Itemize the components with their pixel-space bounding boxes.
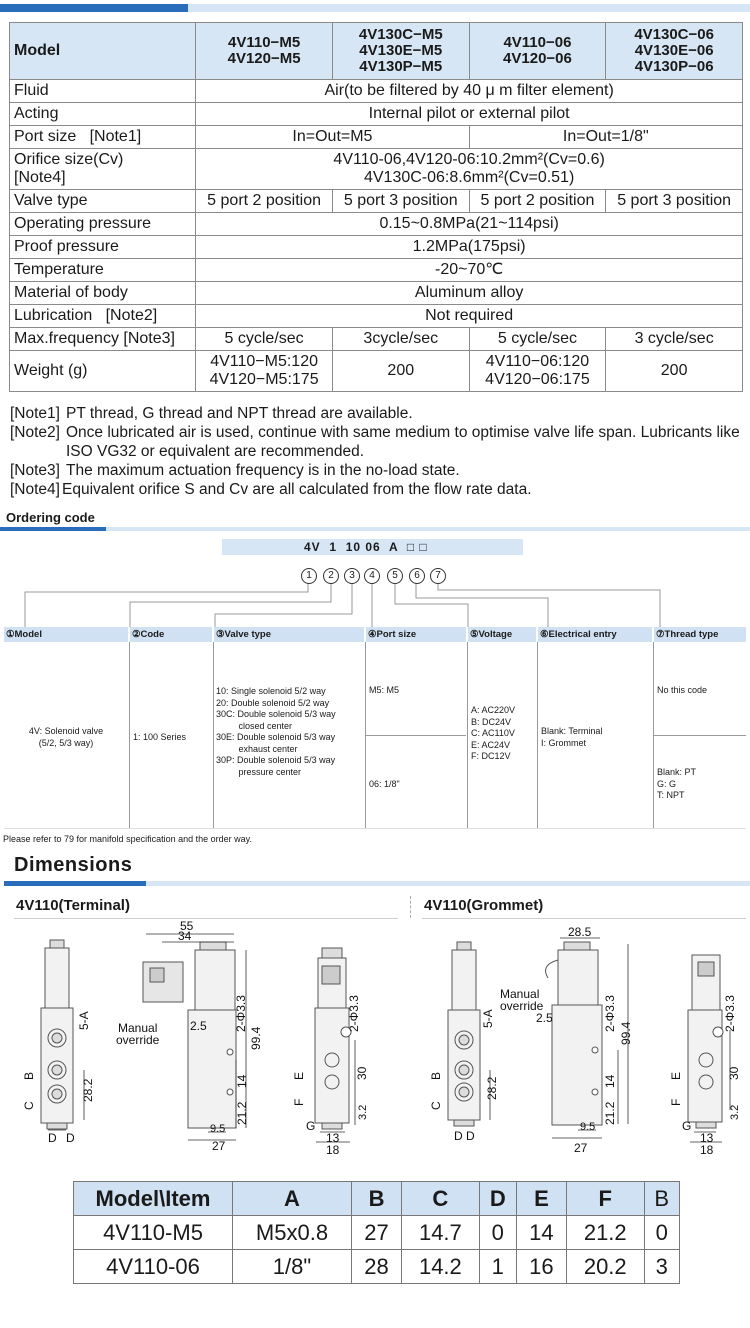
dimensions-bar xyxy=(4,881,146,886)
ordering-header-model: ①Model xyxy=(4,627,128,642)
table-cell: 28 xyxy=(352,1250,402,1284)
note-item xyxy=(10,480,745,499)
spec-value: 3 cycle/sec xyxy=(606,328,743,351)
dim-label: G xyxy=(306,1119,316,1133)
spec-value: 5 port 2 position xyxy=(469,190,606,213)
spec-label: Max.frequency [Note3] xyxy=(10,328,196,351)
code-pattern: 4V 1 10 06 A □ □ xyxy=(304,540,428,554)
table-cell: 0 xyxy=(644,1216,679,1250)
note-text: The maximum actuation frequency is in the no-load state. xyxy=(65,462,460,479)
spec-row-temp xyxy=(10,259,743,282)
table-cell: 14.7 xyxy=(402,1216,480,1250)
dim-label: 5-A xyxy=(481,1009,495,1028)
dim-label: E xyxy=(292,1071,306,1080)
spec-label: Fluid xyxy=(10,80,196,103)
dim-label: 27 xyxy=(574,1141,588,1155)
section-divider xyxy=(410,896,412,918)
spec-header-col4: 4V130C−06 4V130E−06 4V130P−06 xyxy=(606,23,743,80)
note-text: PT thread, G thread and NPT thread are available. xyxy=(65,405,413,422)
note-key: [Note2] xyxy=(10,424,60,441)
dim-label: 2.5 xyxy=(190,1019,207,1033)
terminal-side-view xyxy=(41,940,73,1129)
table-cell: 3 xyxy=(644,1250,679,1284)
grommet-end-view xyxy=(688,955,723,1128)
spec-value: 0.15~0.8MPa(21~114psi) xyxy=(196,213,743,236)
dim-label: 99.4 xyxy=(249,1026,263,1050)
model-table-head-cell: B xyxy=(644,1182,679,1216)
dimensions-title: Dimensions xyxy=(14,854,133,876)
dim-label: 34 xyxy=(178,929,192,943)
note-item xyxy=(10,461,745,480)
terminal-end-view xyxy=(315,948,351,1129)
model-dimension-table xyxy=(73,1181,680,1284)
terminal-title: 4V110(Terminal) xyxy=(16,897,130,914)
ordering-divider xyxy=(537,642,538,828)
top-accent-bar xyxy=(0,4,188,12)
ordering-header-thread: ⑦Thread type xyxy=(654,627,746,642)
top-accent-bar-light xyxy=(188,4,750,12)
technical-drawings xyxy=(0,920,750,1160)
spec-label: Weight (g) xyxy=(10,351,196,392)
dim-label: 9.5 xyxy=(210,1123,226,1135)
spec-label: Lubrication [Note2] xyxy=(10,305,196,328)
spec-value: Internal pilot or external pilot xyxy=(196,103,743,126)
table-cell: 0 xyxy=(479,1216,516,1250)
spec-row-acting xyxy=(10,103,743,126)
note-item xyxy=(10,404,745,423)
grommet-side-view xyxy=(448,942,480,1126)
note-text: Once lubricated air is used, continue with same medium to optimise valve life span. Lubricants like ISO VG32 or equivalent are recommended. xyxy=(65,424,740,460)
dim-label: 3.2 xyxy=(357,1104,369,1120)
dim-label: 14 xyxy=(235,1074,249,1088)
model-table-head-cell: F xyxy=(566,1182,644,1216)
dim-label: 2.5 xyxy=(536,1011,553,1025)
notes-section xyxy=(10,404,745,499)
terminal-underline xyxy=(14,918,398,919)
model-table-head-cell: A xyxy=(233,1182,352,1216)
model-table-head-cell: C xyxy=(402,1182,480,1216)
code-circle: 7 xyxy=(430,568,446,584)
ordering-port-m5: M5: M5 xyxy=(369,685,400,695)
code-circle: 1 xyxy=(301,568,317,584)
table-cell: 14.2 xyxy=(402,1250,480,1284)
dim-label: G xyxy=(682,1119,692,1133)
spec-value: 5 port 2 position xyxy=(196,190,333,213)
ordering-thread-list: Blank: PT G: G T: NPT xyxy=(657,767,697,800)
dim-label: 28.2 xyxy=(485,1076,499,1100)
dim-label: B xyxy=(429,1071,443,1080)
model-table-head-cell: Model\Item xyxy=(74,1182,233,1216)
dim-label: 21.2 xyxy=(235,1101,249,1125)
dim-label: C xyxy=(22,1101,36,1110)
spec-label: Temperature xyxy=(10,259,196,282)
spec-value: 4V110-06,4V120-06:10.2mm²(Cv=0.6) 4V130C-06:8.6mm²(Cv=0.51) xyxy=(196,149,743,190)
ordering-footnote: Please refer to 79 for manifold specification and the order way. xyxy=(3,834,252,844)
dim-label: 55 xyxy=(180,920,194,933)
spec-value: 1.2MPa(175psi) xyxy=(196,236,743,259)
ordering-bottom-line xyxy=(4,828,746,829)
table-row xyxy=(74,1250,680,1284)
note-key: [Note3] xyxy=(10,462,60,479)
spec-value: 5 port 3 position xyxy=(606,190,743,213)
dim-label: 2-Φ3.3 xyxy=(347,995,361,1032)
note-item xyxy=(10,423,745,461)
dim-label: E xyxy=(669,1071,683,1080)
note-key: [Note1] xyxy=(10,405,60,422)
ordering-code-value: 1: 100 Series xyxy=(133,732,187,742)
ordering-header-port: ④Port size xyxy=(366,627,466,642)
override-label: override xyxy=(500,999,544,1013)
spec-value: 5 port 3 position xyxy=(332,190,469,213)
spec-row-material xyxy=(10,282,743,305)
ordering-bar xyxy=(0,527,106,531)
dim-label: 3.2 xyxy=(729,1104,741,1120)
ordering-divider xyxy=(467,642,468,828)
spec-header-row xyxy=(10,23,743,80)
spec-row-port xyxy=(10,126,743,149)
dim-label: 5-A xyxy=(77,1011,91,1030)
spec-header-col1: 4V110−M5 4V120−M5 xyxy=(196,23,333,80)
model-table-head-cell: E xyxy=(516,1182,566,1216)
ordering-divider xyxy=(213,642,214,828)
spec-value: Aluminum alloy xyxy=(196,282,743,305)
code-circle: 4 xyxy=(364,568,380,584)
dim-label: 99.4 xyxy=(619,1021,633,1045)
dim-label: 18 xyxy=(700,1143,714,1157)
dim-label: 30 xyxy=(355,1066,369,1080)
spec-row-fluid xyxy=(10,80,743,103)
table-cell: 20.2 xyxy=(566,1250,644,1284)
table-row xyxy=(74,1216,680,1250)
code-circle: 2 xyxy=(323,568,339,584)
manual-label: Manual xyxy=(118,1021,158,1035)
dim-label: 9.5 xyxy=(580,1121,596,1133)
dim-label: 14 xyxy=(603,1074,617,1088)
table-cell: 27 xyxy=(352,1216,402,1250)
spec-row-freq xyxy=(10,328,743,351)
spec-value: Not required xyxy=(196,305,743,328)
spec-row-valve xyxy=(10,190,743,213)
dim-label: 2-Φ3.3 xyxy=(234,995,248,1032)
spec-row-oppress xyxy=(10,213,743,236)
spec-row-weight xyxy=(10,351,743,392)
dim-label: D xyxy=(66,1131,75,1145)
dim-label: 27 xyxy=(212,1139,226,1153)
manual-label: Manual xyxy=(500,987,540,1001)
spec-value: 200 xyxy=(332,351,469,392)
spec-label: Valve type xyxy=(10,190,196,213)
table-cell: 4V110-M5 xyxy=(74,1216,233,1250)
dim-label: 2-Φ3.3 xyxy=(723,995,737,1032)
dim-label: F xyxy=(669,1098,683,1106)
ordering-header-voltage: ⑤Voltage xyxy=(468,627,536,642)
ordering-header-entry: ⑥Electrical entry xyxy=(538,627,652,642)
model-table-head-cell: B xyxy=(352,1182,402,1216)
note-text: Equivalent orifice S and Cv are all calculated from the flow rate data. xyxy=(61,481,532,498)
dim-label: 18 xyxy=(326,1143,340,1157)
ordering-bar-light xyxy=(106,527,750,531)
ordering-divider xyxy=(366,735,466,736)
ordering-code-title: Ordering code xyxy=(6,510,95,525)
dimensions-bar-light xyxy=(146,881,750,886)
spec-row-proof xyxy=(10,236,743,259)
dim-label: B xyxy=(22,1071,36,1080)
spec-row-lube xyxy=(10,305,743,328)
dim-label: D xyxy=(454,1129,463,1143)
model-table-head-cell: D xyxy=(479,1182,516,1216)
table-cell: 21.2 xyxy=(566,1216,644,1250)
model-table-header xyxy=(74,1182,680,1216)
code-circle: 6 xyxy=(409,568,425,584)
spec-label: Operating pressure xyxy=(10,213,196,236)
table-cell: M5x0.8 xyxy=(233,1216,352,1250)
dim-label: 13 xyxy=(326,1131,340,1145)
spec-value: -20~70℃ xyxy=(196,259,743,282)
dim-label: 30 xyxy=(727,1066,741,1080)
table-cell: 1 xyxy=(479,1250,516,1284)
grommet-title: 4V110(Grommet) xyxy=(424,897,544,914)
table-cell: 1/8" xyxy=(233,1250,352,1284)
spec-value: In=Out=M5 xyxy=(196,126,469,149)
code-circle: 5 xyxy=(387,568,403,584)
dim-label: 28.2 xyxy=(81,1078,95,1102)
ordering-divider xyxy=(654,735,746,736)
ordering-connector-lines xyxy=(0,582,750,628)
dim-label: 21.2 xyxy=(603,1101,617,1125)
ordering-header-code: ②Code xyxy=(130,627,212,642)
ordering-thread-none: No this code xyxy=(657,685,708,695)
spec-header-label: Model xyxy=(10,23,196,80)
spec-label: Proof pressure xyxy=(10,236,196,259)
ordering-port-06: 06: 1/8" xyxy=(369,779,400,789)
spec-value: 3cycle/sec xyxy=(332,328,469,351)
dim-label: 28.5 xyxy=(568,925,592,939)
spec-value: In=Out=1/8" xyxy=(469,126,742,149)
grommet-underline xyxy=(422,918,746,919)
ordering-entry-list: Blank: Terminal I: Grommet xyxy=(541,726,603,748)
dim-label: C xyxy=(429,1101,443,1110)
dim-label: 13 xyxy=(700,1131,714,1145)
spec-row-orifice xyxy=(10,149,743,190)
ordering-divider xyxy=(129,642,130,828)
dim-label: D xyxy=(48,1131,57,1145)
spec-value: 5 cycle/sec xyxy=(469,328,606,351)
dim-label: D xyxy=(466,1129,475,1143)
spec-value: 4V110−M5:120 4V120−M5:175 xyxy=(196,351,333,392)
ordering-valve-types: 10: Single solenoid 5/2 way 20: Double solenoid 5/2 way 30C: Double solenoid 5/3 way closed center 30E: Double solenoid 5/3 way exhaust center 30P: Double solenoid 5/3 way pressure center xyxy=(216,686,336,777)
ordering-header-valve: ③Valve type xyxy=(214,627,364,642)
spec-header-col3: 4V110−06 4V120−06 xyxy=(469,23,606,80)
spec-header-col2: 4V130C−M5 4V130E−M5 4V130P−M5 xyxy=(332,23,469,80)
grommet-front-view xyxy=(546,942,602,1125)
spec-label: Material of body xyxy=(10,282,196,305)
ordering-model-value: 4V: Solenoid valve (5/2, 5/3 way) xyxy=(28,726,104,748)
spec-value: Air(to be filtered by 40 μ m filter element) xyxy=(196,80,743,103)
table-cell: 4V110-06 xyxy=(74,1250,233,1284)
ordering-voltage-list: A: AC220V B: DC24V C: AC110V E: AC24V F: DC12V xyxy=(471,705,516,761)
spec-value: 200 xyxy=(606,351,743,392)
specification-table xyxy=(9,22,743,392)
dim-label: 2-Φ3.3 xyxy=(603,995,617,1032)
override-label: override xyxy=(116,1033,160,1047)
spec-label: Acting xyxy=(10,103,196,126)
code-circle: 3 xyxy=(344,568,360,584)
spec-label: Orifice size(Cv) [Note4] xyxy=(10,149,196,190)
spec-value: 4V110−06:120 4V120−06:175 xyxy=(469,351,606,392)
table-cell: 16 xyxy=(516,1250,566,1284)
table-cell: 14 xyxy=(516,1216,566,1250)
note-key: [Note4] xyxy=(10,481,60,498)
spec-value: 5 cycle/sec xyxy=(196,328,333,351)
spec-label: Port size [Note1] xyxy=(10,126,196,149)
dim-label: F xyxy=(292,1098,306,1106)
